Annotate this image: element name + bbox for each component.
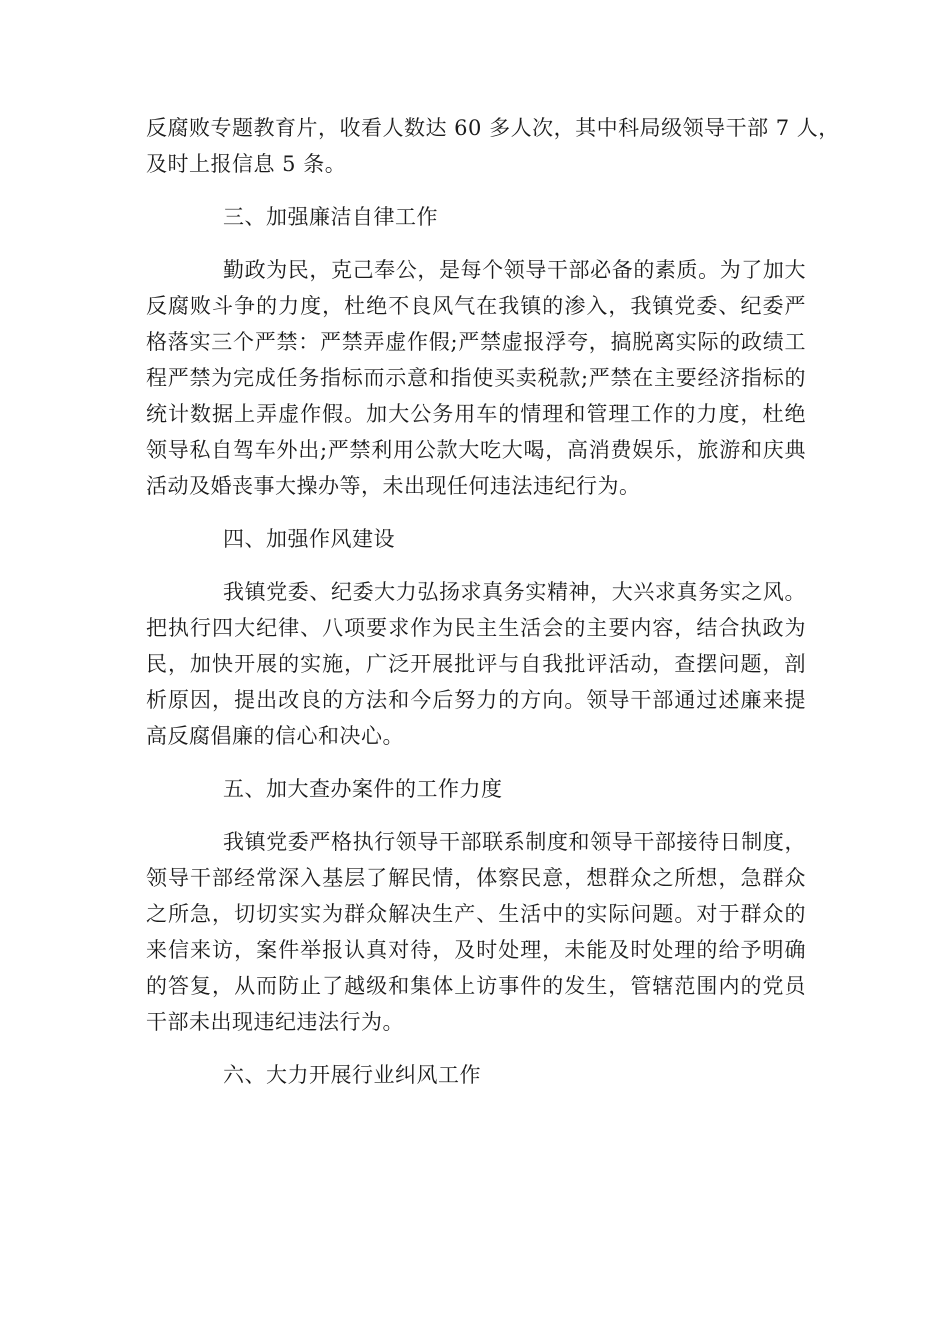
heading-text: 四、加强作风建设 <box>223 527 395 551</box>
text-line: 勤政为民，克己奉公，是每个领导干部必备的素质。为了加大 <box>223 258 806 282</box>
text-line: 反腐败专题教育片，收看人数达 60 多人次，其中科局级领导干部 7 人， <box>146 116 840 140</box>
text-line: 领导私自驾车外出;严禁利用公款大吃大喝，高消费娱乐，旅游和庆典 <box>146 438 806 462</box>
section-heading <box>146 771 806 807</box>
text-line: 反腐败斗争的力度，杜绝不良风气在我镇的渗入，我镇党委、纪委严 <box>146 294 806 318</box>
text-line: 领导干部经常深入基层了解民情，体察民意，想群众之所想，急群众 <box>146 866 806 890</box>
heading-text: 六、大力开展行业纠风工作 <box>223 1063 481 1087</box>
text-line: 析原因，提出改良的方法和今后努力的方向。领导干部通过述廉来提 <box>146 688 806 712</box>
text-line: 及时上报信息 5 条。 <box>146 152 347 176</box>
heading-text: 五、加大查办案件的工作力度 <box>223 777 503 801</box>
text-line: 民，加快开展的实施，广泛开展批评与自我批评活动，查摆问题，剖 <box>146 652 806 676</box>
text-line: 我镇党委、纪委大力弘扬求真务实精神，大兴求真务实之风。 <box>223 580 806 604</box>
text-line: 的答复，从而防止了越级和集体上访事件的发生，管辖范围内的党员 <box>146 974 806 998</box>
text-line: 程严禁为完成任务指标而示意和指使买卖税款;严禁在主要经济指标的 <box>146 366 806 390</box>
text-line: 格落实三个严禁：严禁弄虚作假;严禁虚报浮夸，搞脱离实际的政绩工 <box>146 330 806 354</box>
paragraph <box>146 252 806 504</box>
text-line: 来信来访，案件举报认真对待，及时处理，未能及时处理的给予明确 <box>146 938 806 962</box>
text-line: 干部未出现违纪违法行为。 <box>146 1010 404 1034</box>
text-line: 我镇党委严格执行领导干部联系制度和领导干部接待日制度， <box>223 830 806 854</box>
section-heading <box>146 521 806 557</box>
paragraph <box>146 824 806 1040</box>
text-line: 统计数据上弄虚作假。加大公务用车的情理和管理工作的力度，杜绝 <box>146 402 806 426</box>
paragraph <box>146 574 806 754</box>
section-heading <box>146 199 806 235</box>
text-line: 高反腐倡廉的信心和决心。 <box>146 724 404 748</box>
heading-text: 三、加强廉洁自律工作 <box>223 205 438 229</box>
document-page <box>146 110 840 1110</box>
text-line: 活动及婚丧事大操办等，未出现任何违法违纪行为。 <box>146 474 641 498</box>
text-line: 把执行四大纪律、八项要求作为民主生活会的主要内容，结合执政为 <box>146 616 806 640</box>
text-line: 之所急，切切实实为群众解决生产、生活中的实际问题。对于群众的 <box>146 902 806 926</box>
paragraph <box>146 110 840 182</box>
section-heading <box>146 1057 806 1093</box>
